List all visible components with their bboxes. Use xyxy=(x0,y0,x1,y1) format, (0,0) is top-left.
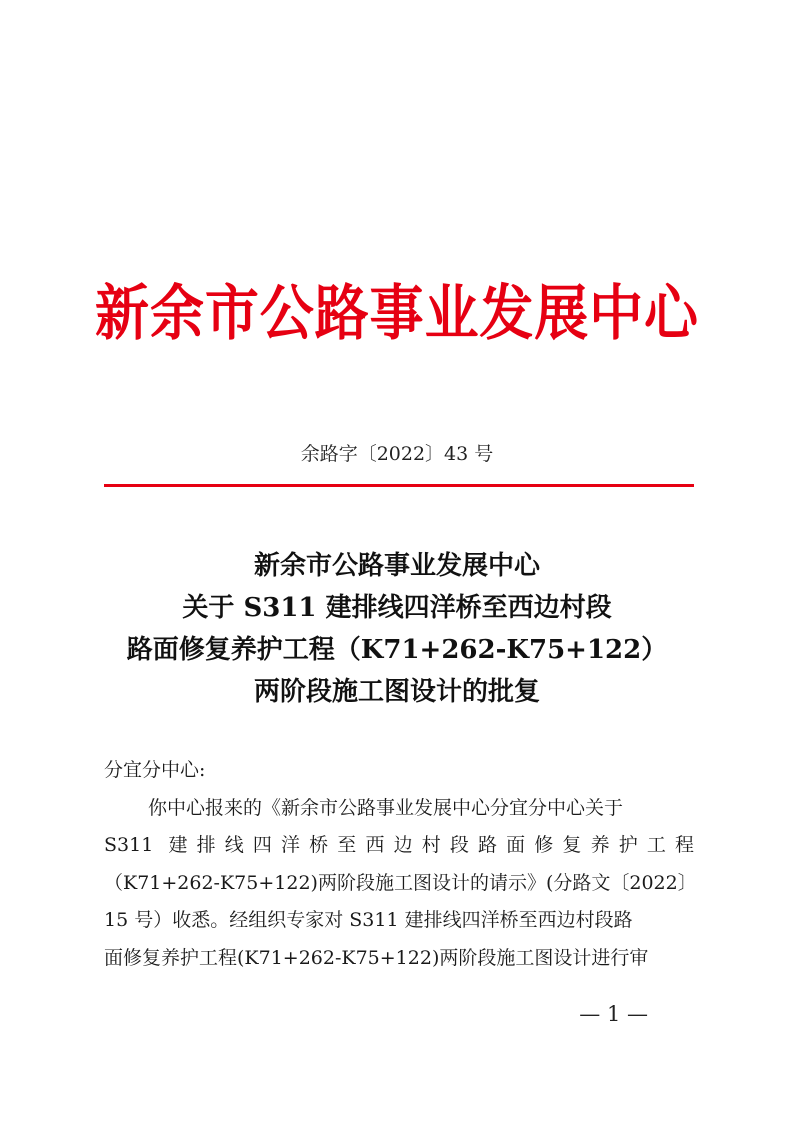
paragraph-line: 15 号）收悉。经组织专家对 S311 建排线四洋桥至西边村段路 xyxy=(104,909,633,931)
title-line: 两阶段施工图设计的批复 xyxy=(253,677,540,707)
document-body xyxy=(104,752,697,977)
page-number: — 1 — xyxy=(579,1002,648,1026)
salutation: 分宜分中心: xyxy=(104,759,206,781)
title-line: 关于 S311 建排线四洋桥至西边村段 xyxy=(182,593,612,623)
paragraph-line: S311 建排线四洋桥至西边村段路面修复养护工程 xyxy=(104,834,694,856)
masthead-org-name: 新余市公路事业发展中心 xyxy=(95,279,699,349)
document-title xyxy=(0,545,794,713)
paragraph-line: 你中心报来的《新余市公路事业发展中心分宜分中心关于 xyxy=(148,796,624,819)
document-number: 余路字〔2022〕43 号 xyxy=(300,443,494,465)
title-line: 路面修复养护工程（K71+262-K75+122） xyxy=(126,635,668,665)
red-divider-rule xyxy=(104,484,694,487)
paragraph-line: 面修复养护工程(K71+262-K75+122)两阶段施工图设计进行审 xyxy=(104,946,649,969)
paragraph-line: （K71+262-K75+122)两阶段施工图设计的请示》(分路文〔2022〕 xyxy=(104,871,697,894)
title-line: 新余市公路事业发展中心 xyxy=(253,551,540,581)
